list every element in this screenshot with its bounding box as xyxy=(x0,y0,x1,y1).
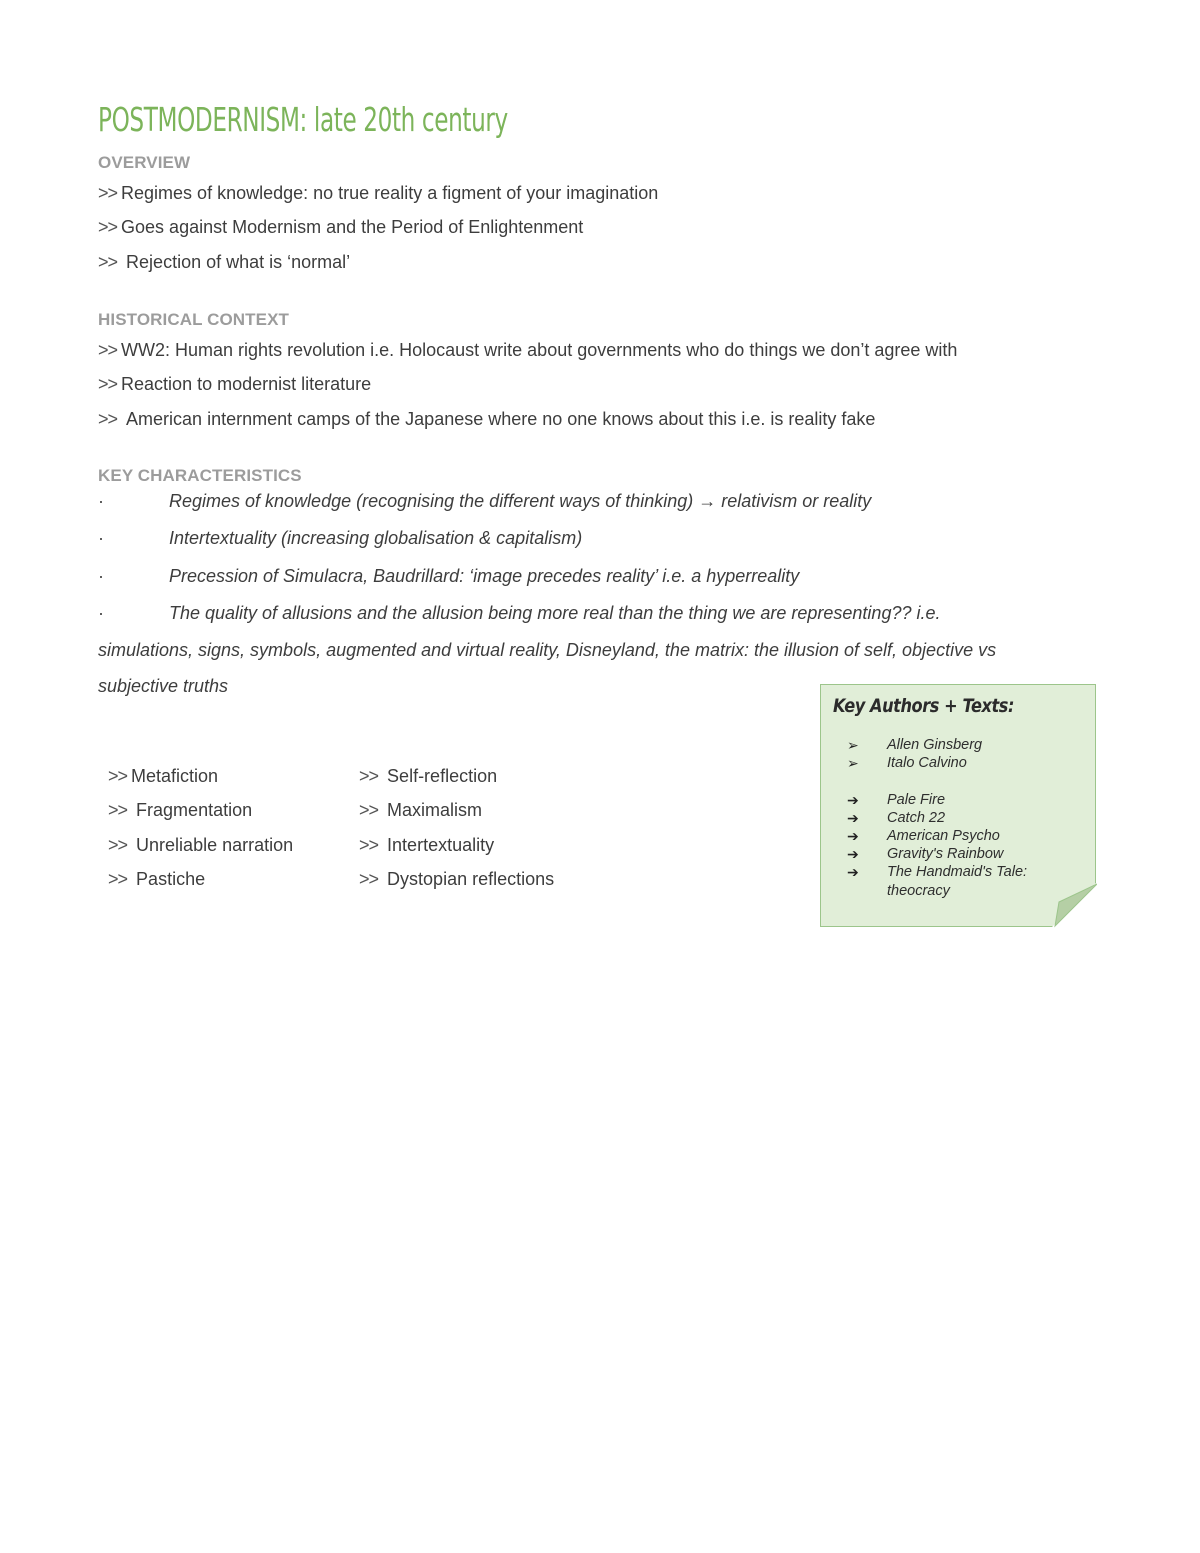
feature-item: >> Dystopian reflections xyxy=(359,869,555,889)
bullet-dot: · xyxy=(98,566,104,586)
characteristic-continuation: subjective truths xyxy=(98,676,229,696)
arrow-marker: >> xyxy=(359,835,379,855)
feature-item: >> Maximalism xyxy=(359,800,483,820)
feature-item: >> Intertextuality xyxy=(359,835,495,855)
characteristics-heading: KEY CHARACTERISTICS xyxy=(98,466,302,485)
historical-item: >> American internment camps of the Japanese where no one knows about this i.e. is reality fake xyxy=(98,409,876,429)
historical-item: >> Reaction to modernist literature xyxy=(98,374,372,394)
arrow-right-icon: ➔ xyxy=(847,792,859,808)
arrow-marker: >> xyxy=(98,217,118,237)
arrow-right-icon: ➔ xyxy=(847,846,859,862)
overview-heading: OVERVIEW xyxy=(98,153,191,172)
feature-item: >> Unreliable narration xyxy=(108,835,294,855)
bullet-dot: · xyxy=(98,491,104,511)
overview-item: >> Goes against Modernism and the Period of Enlightenment xyxy=(98,217,584,237)
arrow-marker: >> xyxy=(359,800,379,820)
feature-item: >> Pastiche xyxy=(108,869,206,889)
arrow-marker: >> xyxy=(98,252,118,272)
arrowhead-icon: ➢ xyxy=(847,737,859,753)
arrow-marker: >> xyxy=(108,835,128,855)
feature-item: >> Fragmentation xyxy=(108,800,253,820)
overview-item: >> Rejection of what is ‘normal’ xyxy=(98,252,351,272)
characteristic-continuation: simulations, signs, symbols, augmented and virtual reality, Disneyland, the matrix: the illusion of self, objective vs xyxy=(98,640,997,660)
arrow-marker: >> xyxy=(98,409,118,429)
arrow-marker: >> xyxy=(108,869,128,889)
sticky-note-title: Key Authors + Texts: xyxy=(833,695,1014,717)
page-title: POSTMODERNISM: late 20th century xyxy=(98,100,508,139)
document-page: POSTMODERNISM: late 20th century OVERVIEW >> Regimes of knowledge: no true reality a figment of your imagination >> Goes against Modernism and the Period of Enlightenment >> Rejection of what is ‘normal’ HISTORICAL CONTEXT >> WW2: Human rights revolution i.e. Holocaust write about governments who do things we don’t agree with >> Reaction to modernist literature >> American internment camps of the Japanese where no one knows about this i.e. is reality fake KEY CHARACTERISTICS · Regimes of knowledge (recognising the different ways of thinking) → relativism or reality · Intertextuality (increasing globalisation & capitalism) · Precession of Simulacra, Baudrillard: ‘image precedes reality’ i.e. a hyperreality · The quality of allusions and the allusion being more real than the thing we are representing?? i.e. simulations, signs, symbols, augmented and virtual reality, Disneyland, the matrix: the illusion of self, objective vs subjective truths >> Metafiction >> Fragmentation >> Unreliable narration >> Pastiche >> Self-reflection >> Maximalism >> Intertextuality >> Dystopian reflections Key Authors + Texts: ➢ Allen Ginsberg ➢ Italo Calvino ➔ Pale Fire ➔ Catch 22 ➔ American Psycho ➔ Gravity's Rainbow ➔ The Handmaid's Tale: theocracy xyxy=(0,0,1200,1553)
bullet-dot: · xyxy=(98,528,104,548)
arrow-right-icon: ➔ xyxy=(847,864,859,880)
arrow-right-icon: ➔ xyxy=(847,810,859,826)
feature-item: >> Self-reflection xyxy=(359,766,498,786)
arrow-marker: >> xyxy=(108,766,128,786)
historical-item: >> WW2: Human rights revolution i.e. Holocaust write about governments who do things we don’t agree with xyxy=(98,340,958,360)
arrowhead-icon: ➢ xyxy=(847,755,859,771)
arrow-marker: >> xyxy=(98,340,118,360)
arrow-marker: >> xyxy=(98,183,118,203)
arrow-right-icon: ➔ xyxy=(847,828,859,844)
arrow-marker: >> xyxy=(359,766,379,786)
historical-heading: HISTORICAL CONTEXT xyxy=(98,310,290,329)
bullet-dot: · xyxy=(98,603,104,623)
feature-item: >> Metafiction xyxy=(108,766,219,786)
arrow-marker: >> xyxy=(108,800,128,820)
arrow-marker: >> xyxy=(359,869,379,889)
overview-item: >> Regimes of knowledge: no true reality a figment of your imagination xyxy=(98,183,659,203)
page-curl-icon xyxy=(1051,882,1097,928)
arrow-marker: >> xyxy=(98,374,118,394)
sticky-note: Key Authors + Texts: ➢ Allen Ginsberg ➢ Italo Calvino ➔ Pale Fire ➔ Catch 22 ➔ American Psycho ➔ Gravity's Rainbow ➔ The Handmaid's Tale: theocracy xyxy=(820,684,1096,927)
